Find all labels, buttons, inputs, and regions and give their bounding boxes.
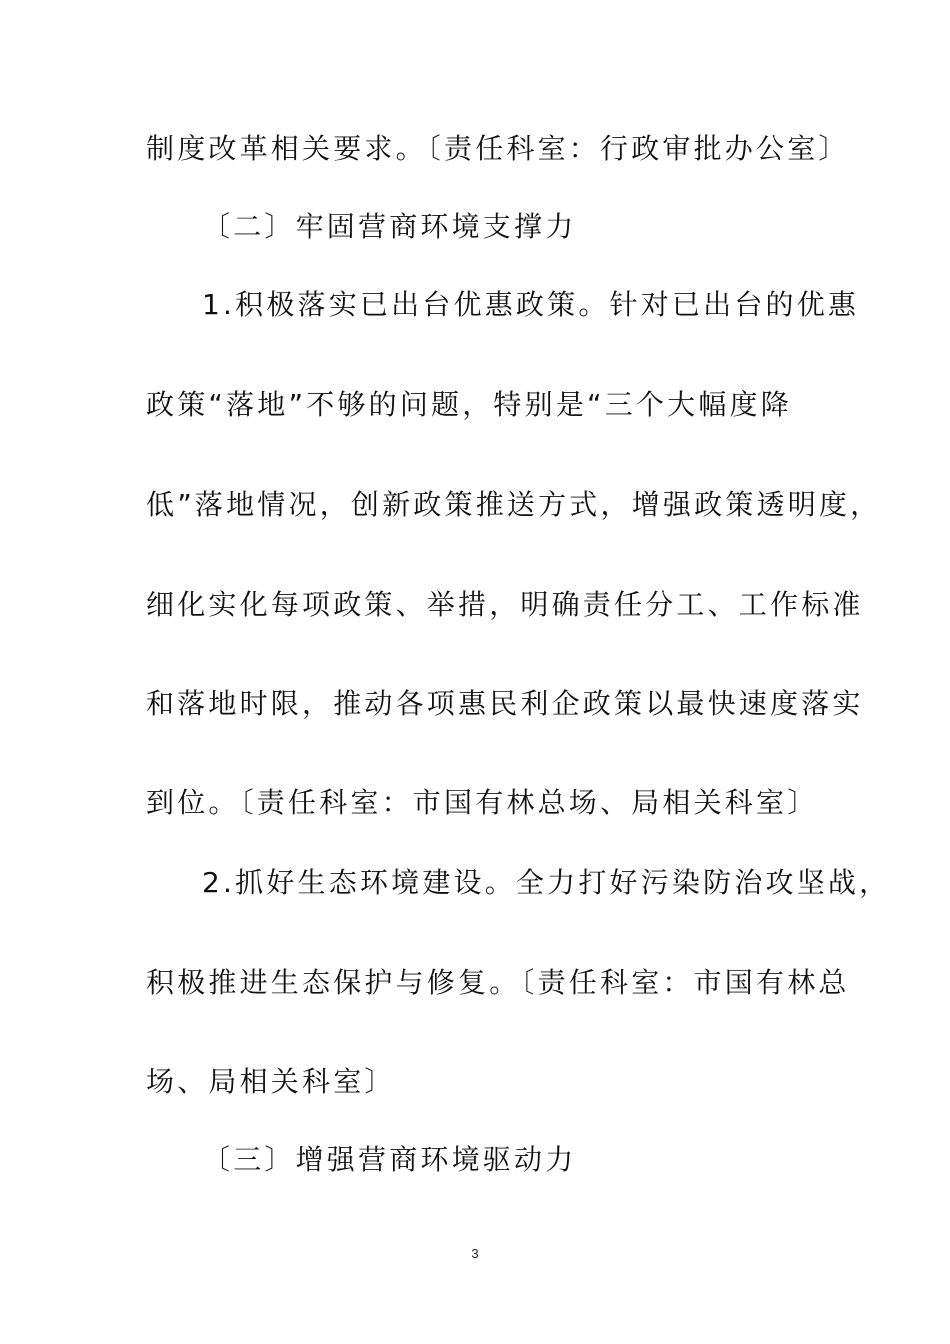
page-number: 3 [471,1246,479,1261]
text-line-9: 2.抓好生态环境建设。全力打好污染防治攻坚战， [202,866,891,899]
text-line-7: 和落地时限，推动各项惠民利企政策以最快速度落实 [146,687,864,720]
text-line-8: 到位。〔责任科室：市国有林总场、局相关科室〕 [146,786,819,819]
text-line-11: 场、局相关科室〕 [146,1065,396,1098]
text-line-3: 1.积极落实已出台优惠政策。针对已出台的优惠 [202,288,860,321]
text-line-10: 积极推进生态保护与修复。〔责任科室：市国有林总 [146,966,850,999]
section-heading-3: 〔三〕增强营商环境驱动力 [202,1143,577,1176]
text-line-1: 制度改革相关要求。〔责任科室：行政审批办公室〕 [146,132,850,165]
text-line-6: 细化实化每项政策、举措，明确责任分工、工作标准 [146,588,864,621]
section-heading-2: 〔二〕牢固营商环境支撑力 [202,210,577,243]
text-line-4: 政策“落地”不够的问题，特别是“三个大幅度降 [146,388,792,421]
text-line-5: 低”落地情况，创新政策推送方式，增强政策透明度， [146,488,882,521]
